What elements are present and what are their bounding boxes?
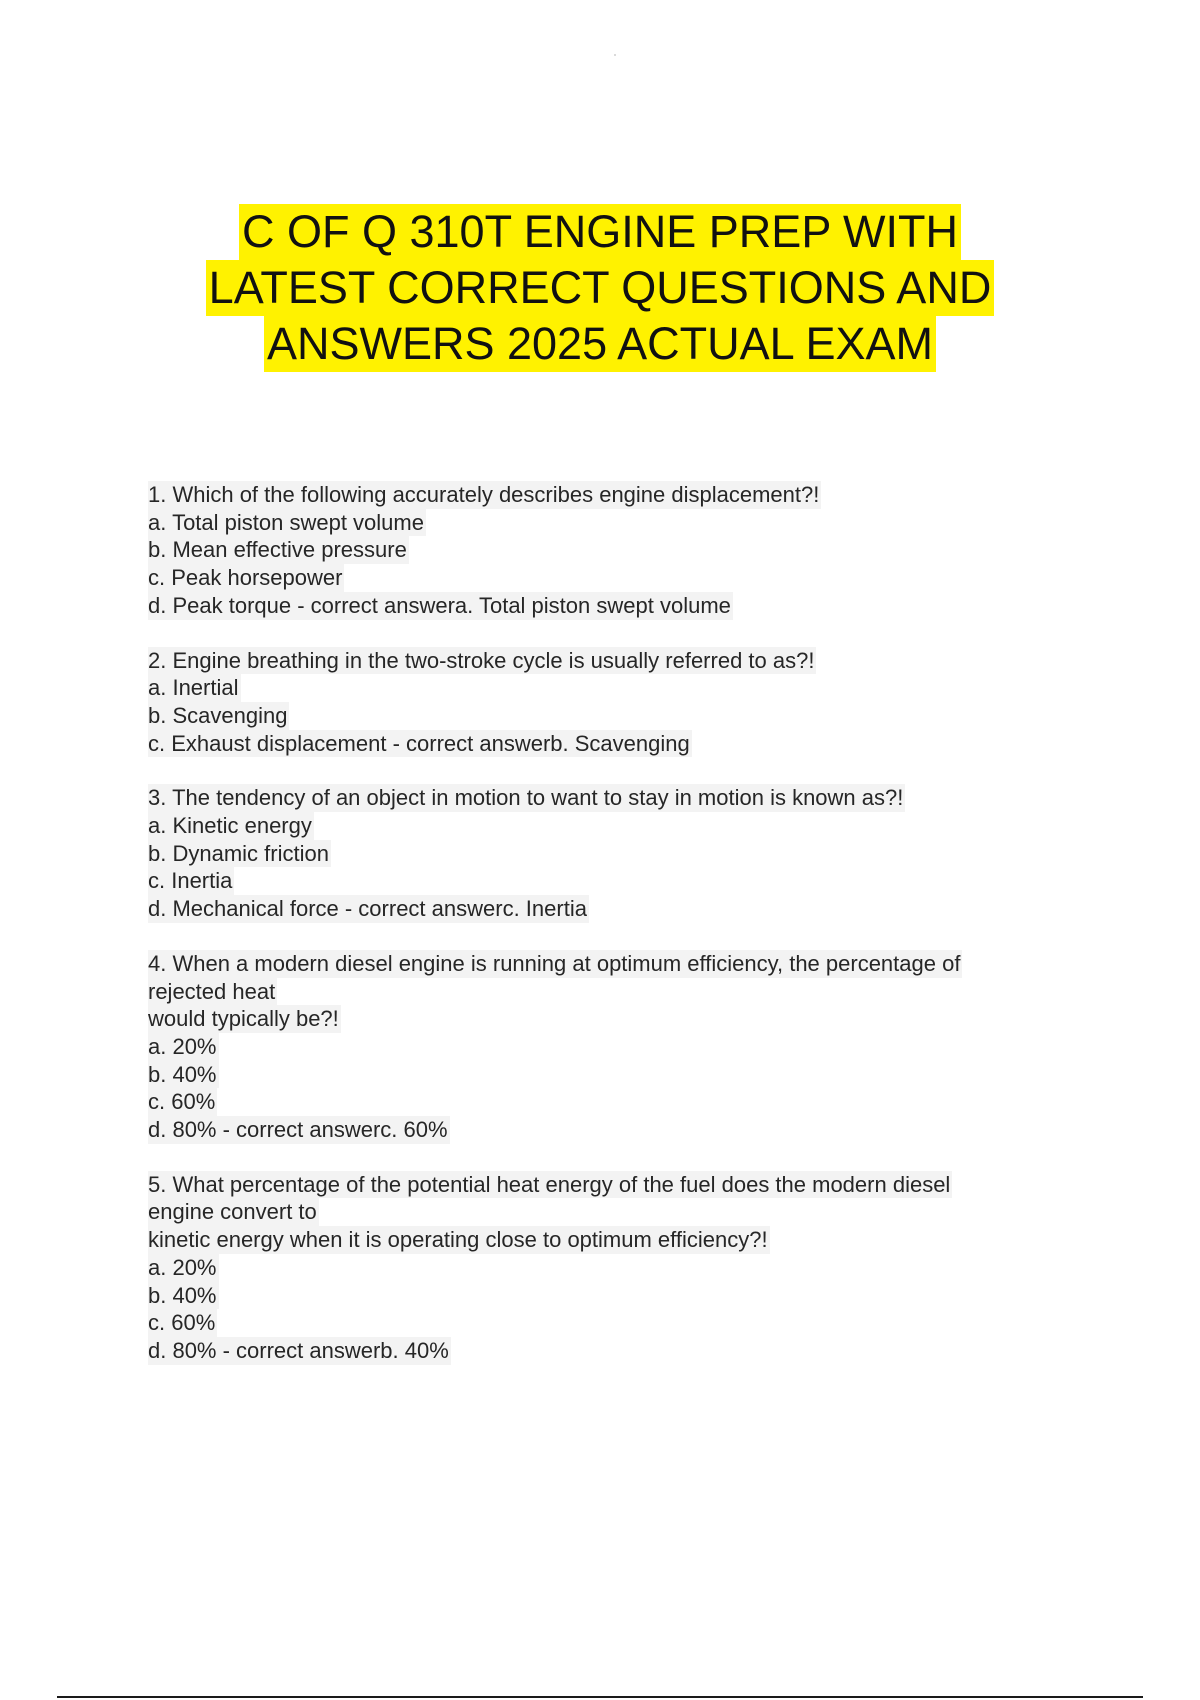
question-5-prompt-line-3: kinetic energy when it is operating close to optimum efficiency?! (148, 1227, 768, 1253)
question-1-option-b: b. Mean effective pressure (148, 537, 407, 563)
question-3-option-d-answer: d. Mechanical force - correct answerc. Inertia (148, 896, 587, 922)
question-3-option-b: b. Dynamic friction (148, 840, 329, 866)
question-3 (148, 784, 1048, 923)
question-4 (148, 950, 1048, 1144)
question-4-prompt-line-2: rejected heat (148, 978, 276, 1004)
question-3-option-c: c. Inertia (148, 868, 233, 894)
title-line-3: ANSWERS 2025 ACTUAL EXAM (264, 316, 936, 372)
question-3-option-a: a. Kinetic energy (148, 813, 312, 839)
question-5-option-a: a. 20% (148, 1254, 217, 1280)
question-5-option-b: b. 40% (148, 1282, 217, 1308)
question-4-prompt-line-3: would typically be?! (148, 1006, 339, 1032)
question-1-option-d-answer: d. Peak torque - correct answera. Total piston swept volume (148, 592, 731, 618)
question-2 (148, 647, 1048, 758)
question-2-option-c-answer: c. Exhaust displacement - correct answerb. Scavenging (148, 730, 690, 756)
footer-rule (57, 1696, 1143, 1698)
question-4-prompt-line-1: 4. When a modern diesel engine is running at optimum efficiency, the percentage of (148, 950, 961, 976)
question-4-option-b: b. 40% (148, 1061, 217, 1087)
question-1-prompt: 1. Which of the following accurately describes engine displacement?! (148, 482, 820, 507)
question-5-prompt-line-1: 5. What percentage of the potential heat energy of the fuel does the modern diesel (148, 1171, 951, 1197)
document-title (100, 204, 1100, 372)
question-4-option-d-answer: d. 80% - correct answerc. 60% (148, 1117, 448, 1143)
question-1-option-a: a. Total piston swept volume (148, 509, 424, 535)
question-2-option-b: b. Scavenging (148, 702, 288, 728)
question-2-option-a: a. Inertial (148, 675, 239, 701)
question-2-prompt: 2. Engine breathing in the two-stroke cycle is usually referred to as?! (148, 647, 815, 673)
question-5-option-d-answer: d. 80% - correct answerb. 40% (148, 1337, 449, 1363)
question-4-option-a: a. 20% (148, 1033, 217, 1059)
question-5-prompt-line-2: engine convert to (148, 1199, 317, 1225)
title-line-2: LATEST CORRECT QUESTIONS AND (206, 260, 995, 316)
question-1-option-c: c. Peak horsepower (148, 565, 343, 591)
question-3-prompt: 3. The tendency of an object in motion to want to stay in motion is known as?! (148, 785, 904, 811)
question-list (148, 481, 1048, 1392)
question-4-option-c: c. 60% (148, 1089, 216, 1115)
question-5 (148, 1171, 1048, 1365)
question-1 (148, 481, 1048, 620)
question-5-option-c: c. 60% (148, 1310, 216, 1336)
page-speck (614, 54, 616, 56)
title-line-1: C OF Q 310T ENGINE PREP WITH (239, 204, 961, 260)
